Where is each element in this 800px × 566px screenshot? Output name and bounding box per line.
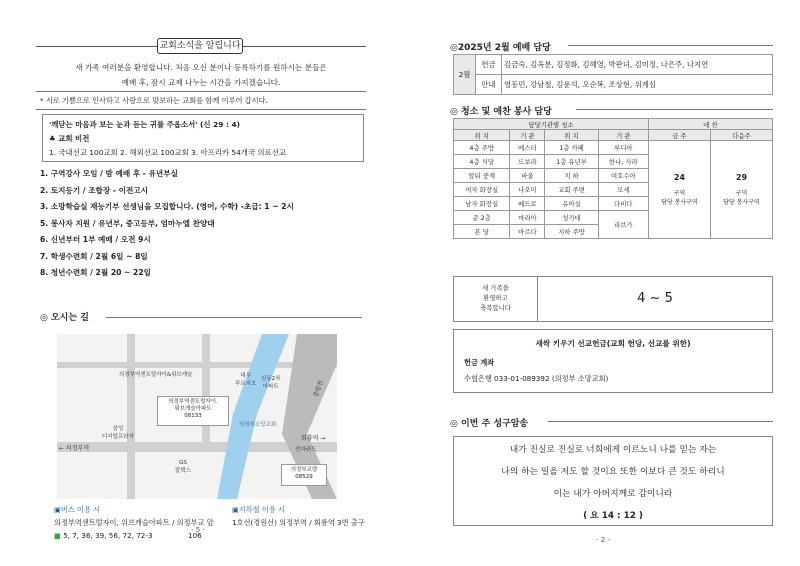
subway-title bbox=[232, 505, 285, 515]
cell: 베드로 bbox=[510, 197, 545, 211]
verse-title: ◎ 이번 주 성구암송 bbox=[450, 419, 529, 429]
list-item: 7. 학생수련회 / 2월 6일 ~ 8일 bbox=[40, 251, 148, 261]
list-item: 3. 소망학습실 재능기부 선생님을 모집합니다. (영어, 수학) -초급: 1 ~ 2시 bbox=[40, 202, 294, 211]
welcome-box bbox=[453, 276, 773, 322]
table-header-row bbox=[454, 119, 773, 130]
cell: 리브가 bbox=[598, 211, 648, 239]
worship-table bbox=[453, 54, 773, 95]
table-row bbox=[454, 55, 773, 75]
verse-line: 나의 하는 일을 저도 할 것이요 또한 이보다 큰 것도 하리니 bbox=[501, 467, 725, 477]
welcome-label: 새 가족을 환영하고 축복합니다 bbox=[454, 277, 538, 321]
verse-quote: '깨닫는 마음과 보는 눈과 듣는 귀를 주옵소서' (신 29 : 4) bbox=[49, 120, 241, 129]
cleaning-title: ◎ 청소 및 애찬 봉사 담당 bbox=[450, 107, 552, 117]
meal-next-week-text: 구역 담당 봉사구역 bbox=[723, 190, 760, 206]
table-row bbox=[454, 75, 773, 95]
welcome-count: 4 ~ 5 bbox=[637, 291, 673, 306]
meal-this-week bbox=[648, 141, 710, 239]
meal-next-week-num: 29 bbox=[735, 173, 748, 182]
table-row bbox=[454, 141, 773, 155]
bus-routes-text: 5, 7, 36, 39, 56, 72, 72-3 bbox=[63, 531, 153, 540]
welcome-line: 예배 후, 잠시 교제 나누는 시간을 가지겠습니다. bbox=[121, 78, 281, 87]
station-label: ← 의정부역 bbox=[59, 445, 90, 452]
role-cell: 헌금 bbox=[476, 55, 502, 75]
subway-title-text: 지하철 이용 시 bbox=[238, 505, 286, 514]
cell: 여호수아 bbox=[598, 169, 648, 183]
month-cell: 2월 bbox=[454, 55, 476, 95]
verse-line: 내가 진실로 진실로 너희에게 이르노니 나를 믿는 자는 bbox=[509, 445, 717, 455]
left-page bbox=[36, 34, 366, 544]
cell: 남자 화장실 bbox=[454, 197, 510, 211]
mission-account: 수협은행 033-01-089392 (의정부 소망교회) bbox=[464, 374, 609, 383]
bus-desc: 의정부역센트럴자이, 위브캐슬아파트 / 의정부교 앞 bbox=[54, 518, 214, 527]
mission-box bbox=[453, 329, 773, 393]
divider bbox=[568, 45, 773, 46]
cell: 지 하 bbox=[545, 169, 598, 183]
verse-line: 이는 내가 아버지께로 감이니라 bbox=[553, 489, 673, 499]
header-cell: 금 주 bbox=[648, 130, 710, 141]
cell: 4층 주방 bbox=[454, 141, 510, 155]
list-item: 8. 청년수련회 / 2월 20 ~ 22일 bbox=[40, 268, 151, 277]
header-cell: 기 관 bbox=[598, 130, 648, 141]
cell: 마르다 bbox=[510, 225, 545, 239]
cell: 한나, 사라 bbox=[598, 155, 648, 169]
subway-desc: 1호선(경원선) 의정부역 / 회룡역 3번 출구 bbox=[232, 518, 365, 527]
verse-box bbox=[453, 436, 773, 526]
cell: 드보라 bbox=[510, 155, 545, 169]
bus-title-text: 버스 이용 시 bbox=[60, 505, 101, 514]
worship-title: ◎2025년 2월 예배 담당 bbox=[450, 43, 551, 53]
right-page bbox=[450, 34, 775, 544]
bus-extra: 106 bbox=[188, 531, 202, 540]
post-office-building: 의정부교량 08529 bbox=[281, 464, 327, 486]
cell: 본 당 bbox=[454, 225, 510, 239]
cell: 교회 주변 bbox=[545, 183, 598, 197]
map-label: 전자랜드 bbox=[295, 447, 317, 453]
notice-title: 교회소식을 알립니다 bbox=[157, 38, 243, 54]
header-cell: 애 찬 bbox=[648, 119, 772, 130]
header-cell: 위 치 bbox=[545, 130, 598, 141]
cell: 1층 카페 bbox=[545, 141, 598, 155]
bus-title bbox=[54, 505, 100, 515]
cell: 4층 식당 bbox=[454, 155, 510, 169]
meal-this-week-text: 구역 담당 봉사구역 bbox=[661, 190, 698, 206]
welcome-line: 새 가족 여러분을 환영합니다. 처음 오신 분이나 등록하기를 원하시는 분들은 bbox=[75, 63, 327, 72]
cell: 여자 화장실 bbox=[454, 183, 510, 197]
directions-map bbox=[57, 334, 337, 499]
cleaning-table bbox=[453, 118, 773, 239]
table-header-row bbox=[454, 130, 773, 141]
cell: 에스더 bbox=[510, 141, 545, 155]
cell: 모세 bbox=[598, 183, 648, 197]
map-label: 신동2차 아파트 bbox=[261, 376, 281, 390]
cell: 앞뒤 중계 bbox=[454, 169, 510, 183]
cell: 지하 주방 bbox=[545, 225, 598, 239]
names-cell: 염동민, 강남철, 김윤석, 오순복, 조상현, 위계심 bbox=[502, 75, 773, 95]
greeting-note: * 서로 기쁨으로 인사하고 사랑으로 맞보하는 교회를 함께 이루어 갑시다. bbox=[40, 96, 268, 105]
map-label: GS 칼텍스 bbox=[175, 460, 191, 474]
map-label: 대우 푸르지오 bbox=[235, 373, 257, 387]
map-label: 삼성 디지털프라자 bbox=[102, 426, 134, 440]
church-label: 의정부소망교회 bbox=[239, 422, 277, 428]
cell: 루디아 bbox=[598, 141, 648, 155]
bus-stop-icon: ■ bbox=[54, 531, 61, 540]
announcement-list bbox=[40, 166, 294, 282]
cell: 유아실 bbox=[545, 197, 598, 211]
mission-account-label: 헌금 계좌 bbox=[464, 358, 495, 367]
cell: 성가대 bbox=[545, 211, 598, 225]
meal-this-week-num: 24 bbox=[673, 173, 685, 182]
list-item: 2. 토지등기 / 조합장 - 이전고시 bbox=[40, 185, 149, 195]
divider bbox=[576, 109, 773, 110]
verse-reference: ( 요 14 : 12 ) bbox=[583, 511, 643, 521]
divider bbox=[36, 91, 366, 92]
bus-routes bbox=[54, 531, 153, 540]
vision-box bbox=[42, 114, 364, 162]
vision-text: 1. 국내선교 100교회 2. 해외선교 100교회 3. 아프리카 54개국 의료선교 bbox=[49, 148, 286, 157]
meal-next-week bbox=[710, 141, 772, 239]
header-cell: 기 관 bbox=[510, 130, 545, 141]
cell: 나오미 bbox=[510, 183, 545, 197]
mission-title: 새싹 키우기 선교헌금(교회 헌당, 선교를 위한) bbox=[535, 339, 691, 348]
map-title: ◎ 오시는 길 bbox=[40, 313, 89, 323]
page-number: - 5 - bbox=[191, 526, 205, 534]
page-number: - 2 - bbox=[596, 536, 610, 544]
list-item: 5. 봉사자 지원 / 유년부, 중고등부, 엄마누엘 찬양대 bbox=[40, 218, 215, 228]
subway-icon: ▣ bbox=[232, 505, 239, 514]
welcome-message bbox=[36, 60, 366, 90]
cell: 준 2층 bbox=[454, 211, 510, 225]
header-cell: 담당기관별 청소 bbox=[454, 119, 649, 130]
stream-label: 중랑천 bbox=[312, 379, 325, 399]
map-label: 의정부역센트럴자이&위브캐슬 bbox=[119, 372, 193, 378]
list-item: 1. 구역강사 모임 / 밤 예배 후 - 유년부실 bbox=[40, 169, 178, 178]
divider bbox=[106, 317, 362, 318]
apartment-building: 의정부역센트럴자이. 위브캐슬아파트 08133 bbox=[157, 396, 229, 426]
station-label: 회룡역 → bbox=[301, 435, 326, 442]
cell: 마리아 bbox=[510, 211, 545, 225]
vision-label: ♣ 교회 비전 bbox=[49, 134, 90, 143]
header-cell: 위 치 bbox=[454, 130, 510, 141]
divider bbox=[548, 421, 773, 422]
cell: 바울 bbox=[510, 169, 545, 183]
cell: 다비다 bbox=[598, 197, 648, 211]
bus-icon: ▣ bbox=[54, 505, 61, 514]
role-cell: 안내 bbox=[476, 75, 502, 95]
header-cell: 다음주 bbox=[710, 130, 772, 141]
divider bbox=[36, 109, 366, 110]
list-item: 6. 신년부터 1부 예배 / 오전 9시 bbox=[40, 235, 151, 244]
names-cell: 김금숙, 김옥분, 김정화, 김혜영, 박판녀, 김미정, 나은주, 나지연 bbox=[502, 55, 773, 75]
cell: 1층 유년부 bbox=[545, 155, 598, 169]
